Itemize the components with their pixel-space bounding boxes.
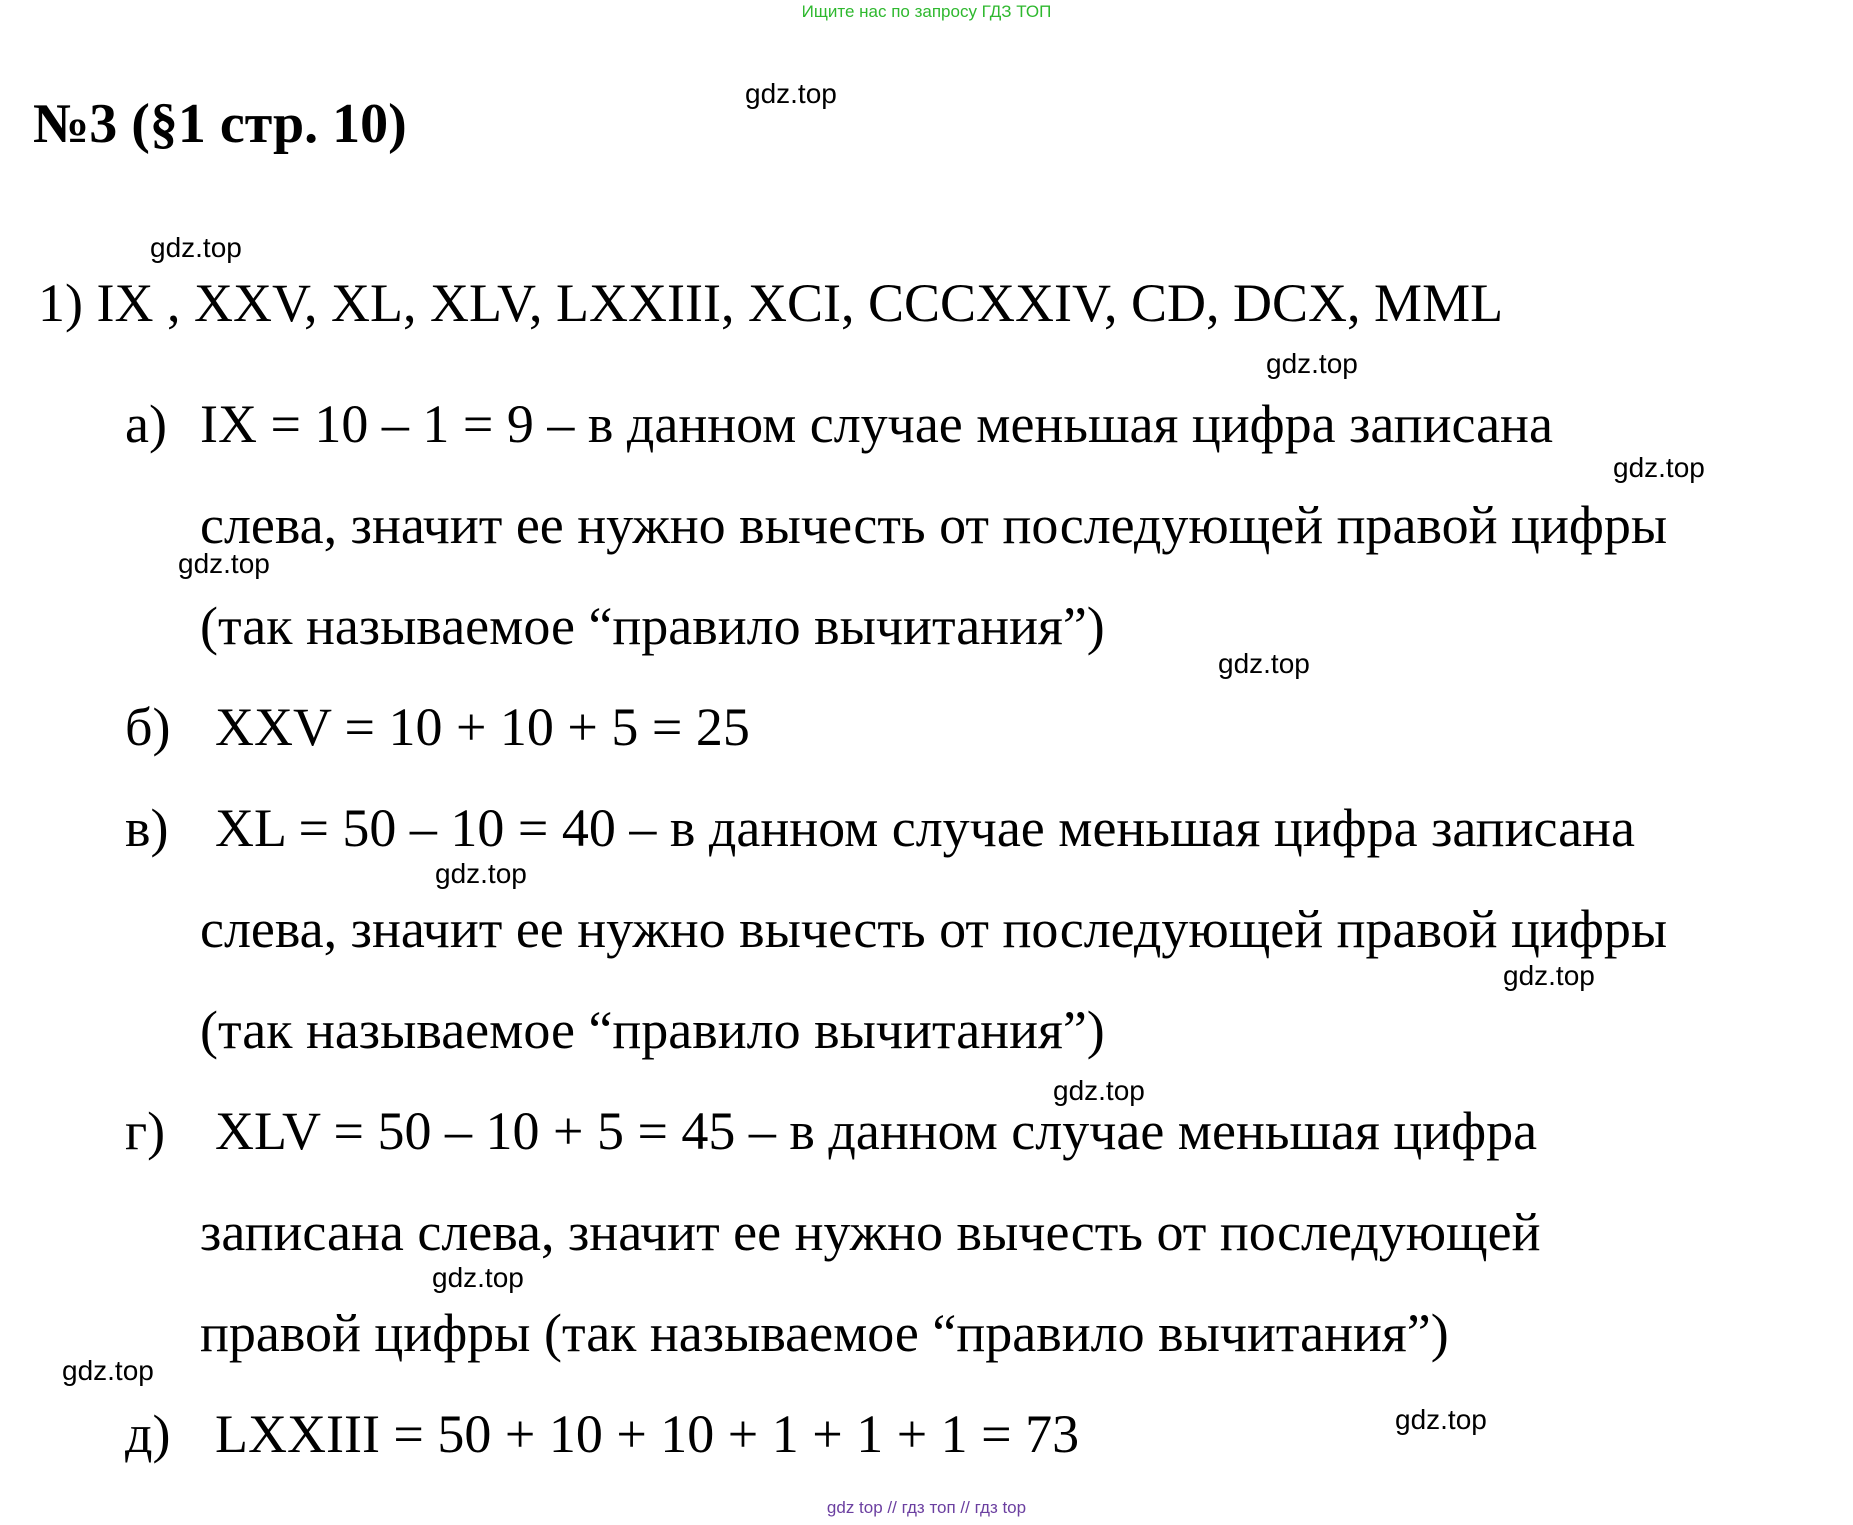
numerals-line: 1) IX , XXV, XL, XLV, LXXIII, XCI, CCCXXIV, CD, DCX, MML [38, 273, 1504, 333]
item-label-g: г) [125, 1101, 166, 1161]
item-v-line-2: слева, значит ее нужно вычесть от последующей правой цифры [200, 899, 1668, 959]
watermark: gdz.top [1613, 452, 1705, 483]
watermark: gdz.top [178, 548, 270, 579]
item-label-d: д) [125, 1404, 171, 1464]
watermark: gdz.top [1053, 1075, 1145, 1106]
watermark: gdz.top [432, 1262, 524, 1293]
watermark: gdz.top [1266, 348, 1358, 379]
item-a-line-3: (так называемое “правило вычитания”) [200, 596, 1105, 656]
item-label-b: б) [125, 697, 171, 757]
item-label-a: а) [125, 394, 167, 454]
item-g-line-2: записана слева, значит ее нужно вычесть от последующей [200, 1202, 1541, 1262]
watermark: gdz.top [62, 1355, 154, 1386]
watermark: gdz.top [1218, 648, 1310, 679]
item-v-line-3: (так называемое “правило вычитания”) [200, 1000, 1105, 1060]
watermark: gdz.top [435, 858, 527, 889]
item-a-line-1: IX = 10 – 1 = 9 – в данном случае меньшая цифра записана [200, 394, 1553, 454]
item-g-line-3: правой цифры (так называемое “правило вычитания”) [200, 1303, 1449, 1363]
item-d-line-1: LXXIII = 50 + 10 + 10 + 1 + 1 + 1 = 73 [215, 1404, 1080, 1464]
item-v-line-1: XL = 50 – 10 = 40 – в данном случае меньшая цифра записана [215, 798, 1635, 858]
footer: gdz top // гдз топ // гдз top [826, 1498, 1027, 1517]
watermark: gdz.top [1503, 960, 1595, 991]
item-a-line-2: слева, значит ее нужно вычесть от последующей правой цифры [200, 495, 1668, 555]
watermark: gdz.top [745, 78, 837, 109]
top-banner: Ищите нас по запросу ГДЗ ТОП [801, 2, 1052, 21]
item-g-line-1: XLV = 50 – 10 + 5 = 45 – в данном случае меньшая цифра [215, 1101, 1538, 1161]
item-label-v: в) [125, 798, 169, 858]
watermark: gdz.top [1395, 1404, 1487, 1435]
item-b-line-1: XXV = 10 + 10 + 5 = 25 [215, 697, 750, 757]
watermark: gdz.top [150, 232, 242, 263]
page-title: №3 (§1 стр. 10) [33, 93, 407, 155]
